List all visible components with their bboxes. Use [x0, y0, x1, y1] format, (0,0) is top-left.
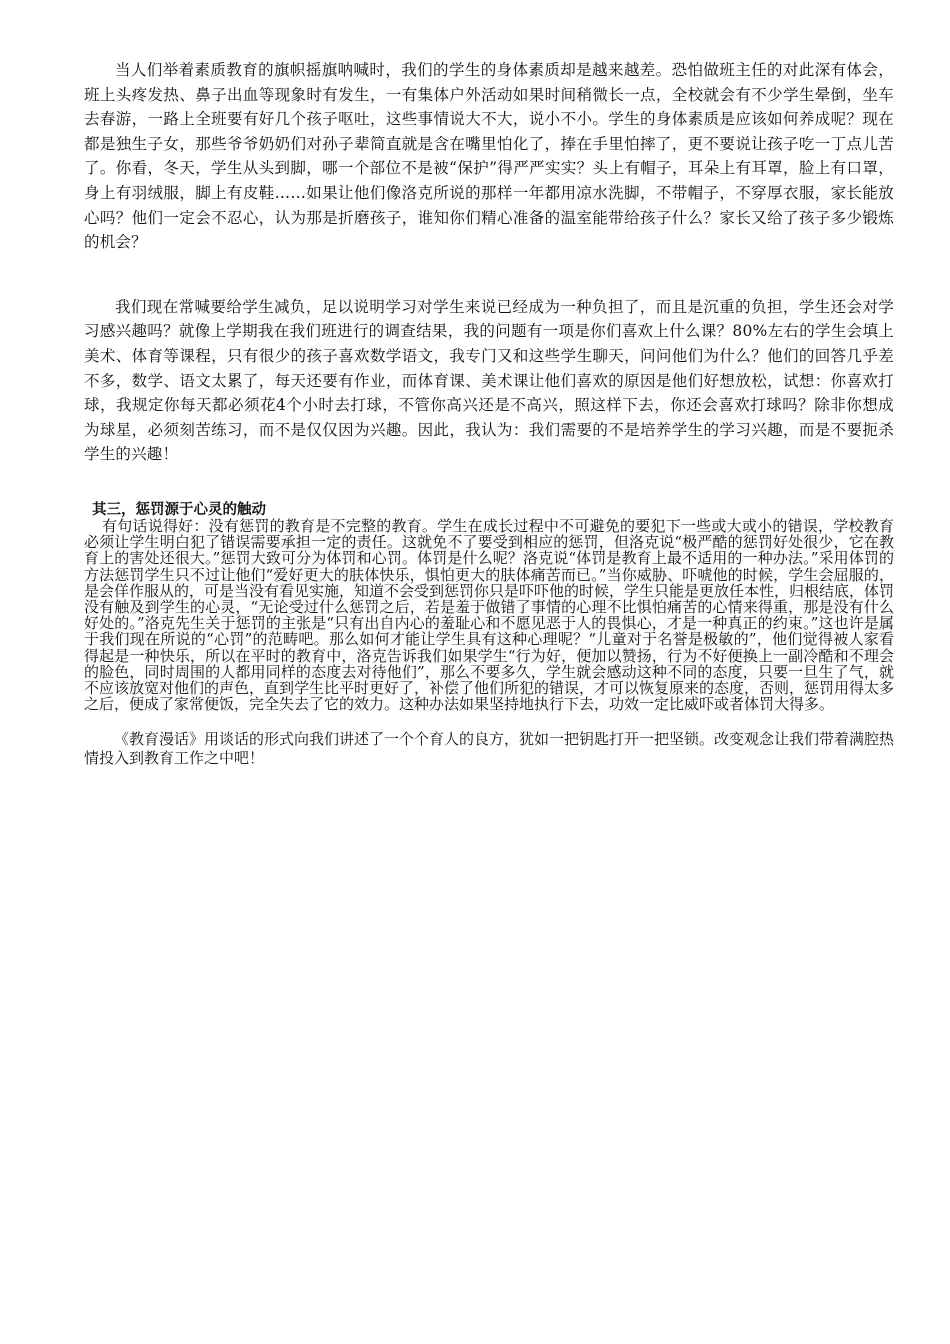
- paragraph-physical-fitness: 当人们举着素质教育的旗帜摇旗呐喊时，我们的学生的身体素质却是越来越差。恐怕做班主任的对此深有体会，班上头疼发热、鼻子出血等现象时有发生，一有集体户外活动如果时间稍微长一点，全校就会有不少学生晕倒，坐车去春游，一路上全班要有好几个孩子呕吐，这些事情说大不大，说小不小。学生的身体素质是应该如何养成呢？现在都是独生子女，那些爷爷奶奶们对孙子辈简直就是含在嘴里怕化了，捧在手里怕摔了，更不要说让孩子吃一丁点儿苦了。你看，冬天，学生从头到脚，哪一个部位不是被“保护”得严严实实？头上有帽子，耳朵上有耳罩，脸上有口罩，身上有羽绒服，脚上有皮鞋……如果让他们像洛克所说的那样一年都用凉水洗脚，不带帽子，不穿厚衣服，家长能放心吗？他们一定会不忍心，认为那是折磨孩子，谁知你们精心准备的温室能带给孩子什么？家长又给了孩子多少锻炼的机会？: [84, 61, 894, 252]
- document-page: [84, 58, 894, 782]
- paragraph-punishment: 有句话说得好：没有惩罚的教育是不完整的教育。学生在成长过程中不可避免的要犯下一些或大或小的错误，学校教育必须让学生明白犯了错误需要承担一定的责任。这就免不了要受到相应的惩罚，但洛克说“极严酷的惩罚好处很少，它在教育上的害处还很大。”惩罚大致可分为体罚和心罚。体罚是什么呢？洛克说“体罚是教育上最不适用的一种办法。”采用体罚的方法惩罚学生只不过让他们“爱好更大的肤体快乐，惧怕更大的肤体痛苦而已。”当你威胁、吓唬他的时候，学生会屈服的，是会佯作服从的，可是当没有看见实施，知道不会受到惩罚你只是吓吓他的时候，学生只能是更放任本性，归根结底，体罚没有触及到学生的心灵，“无论受过什么惩罚之后，若是羞于做错了事情的心理不比惧怕痛苦的心情来得重，那是没有什么好处的。”洛克先生关于惩罚的主张是“只有出自内心的羞耻心和不愿见恶于人的畏惧心，才是一种真正的约束。”这也许是属于我们现在所说的“心罚”的范畴吧。那么如何才能让学生具有这种心理呢？“儿童对于名誉是极敏的”，他们觉得被人家看得起是一种快乐，所以在平时的教育中，洛克告诉我们如果学生“行为好，便加以赞扬，行为不好便换上一副冷酷和不理会的脸色，同时周围的人都用同样的态度去对待他们”，那么不要多久，学生就会感动这种不同的态度，只要一旦生了气，就不应该放宽对他们的声色，直到学生比平时更好了，补偿了他们所犯的错误，才可以恢复原来的态度，否则，惩罚用得太多之后，便成了家常便饭，完全失去了它的效力。这种办法如果坚持地执行下去，功效一定比威吓或者体罚大得多。: [84, 516, 895, 714]
- paragraph-closing: 《教育漫话》用谈话的形式向我们讲述了一个个育人的良方，犹如一把钥匙打开一把坚锁。改变观念让我们带着满腔热情投入到教育工作之中吧！: [84, 730, 895, 767]
- section-heading-punishment: 其三，惩罚源于心灵的触动: [92, 501, 266, 518]
- paragraph-study-interest: 我们现在常喊要给学生减负，足以说明学习对学生来说已经成为一种负担了，而且是沉重的负担，学生还会对学习感兴趣吗？就像上学期我在我们班进行的调查结果，我的问题有一项是你们喜欢上什么课？80%左右的学生会填上美术、体育等课程，只有很少的孩子喜欢数学语文，我专门又和这些学生聊天，问问他们为什么？他们的回答几乎差不多，数学、语文太累了，每天还要有作业，而体育课、美术课让他们喜欢的原因是他们好想放松，试想：你喜欢打球，我规定你每天都必须花4个小时去打球，不管你高兴还是不高兴，照这样下去，你还会喜欢打球吗？除非你想成为球星，必须刻苦练习，而不是仅仅因为兴趣。因此，我认为：我们需要的不是培养学生的学习兴趣，而是不要扼杀学生的兴趣！: [84, 297, 894, 464]
